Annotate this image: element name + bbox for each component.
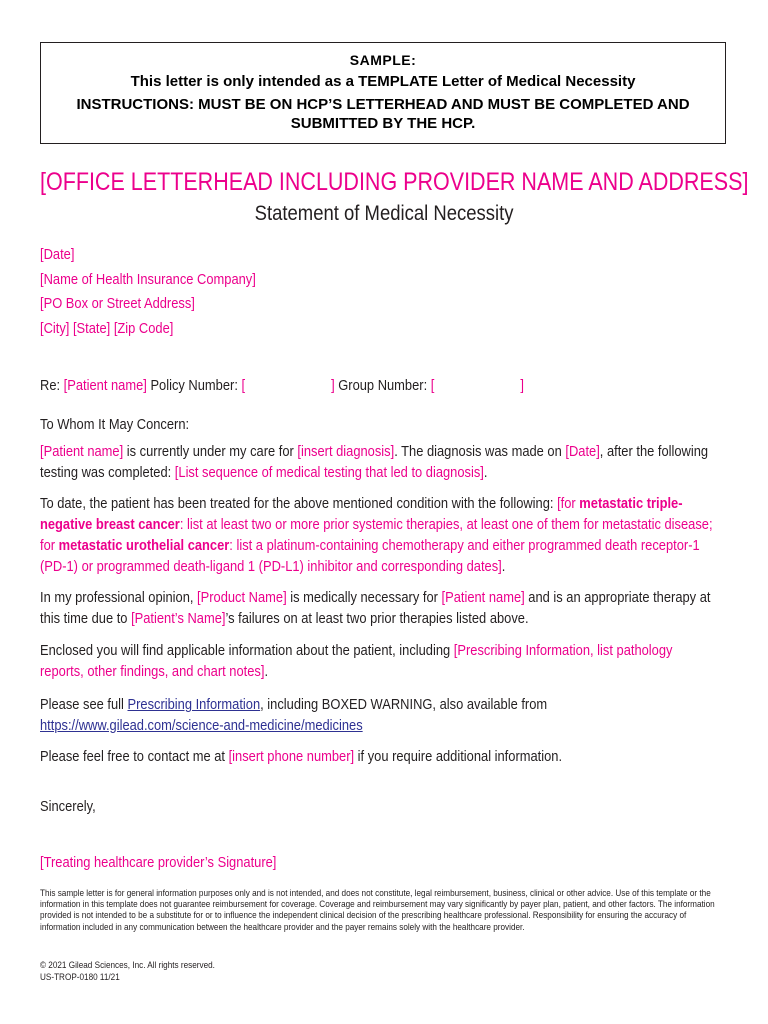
- sample-heading: SAMPLE:: [349, 52, 417, 68]
- sample-notice-box: [40, 42, 726, 144]
- legal-disclaimer: This sample letter is for general information purposes only and is not intended, and does not constitute, legal reimbursement, business, clinical or other advice. Use of this template or the information in this template does not guarantee reimbursement for coverage. Coverage and reimbursement may vary significantly by payer plan, patient, and other factors. The information provided is not intended to be a substitute for or to influence the independent clinical decision of the prescribing healthcare professional. Responsibility for ensuring the accuracy of information included in any communication between the healthcare provider and the payer remains solely with the healthcare provider.: [40, 888, 715, 933]
- template-notice: This letter is only intended as a TEMPLATE Letter of Medical Necessity: [130, 73, 636, 90]
- group-number-placeholder: [ ]: [430, 377, 524, 394]
- instructions-notice: INSTRUCTIONS: MUST BE ON HCP’S LETTERHEAD AND MUST BE COMPLETED AND SUBMITTED BY THE HCP.: [76, 96, 690, 132]
- salutation: To Whom It May Concern:: [40, 416, 190, 433]
- insurer-placeholder: [Name of Health Insurance Company]: [40, 270, 256, 288]
- paragraph-prior-treatment: To date, the patient has been treated for the above mentioned condition with the following: [for metastatic triple-negative breast cancer: list at least two or more prior systemic therapies, at least one of them for metastatic disease; for metastatic urothelial cancer: list a platinum-containing chemotherapy and either programmed death receptor-1 (PD-1) or programmed death-ligand 1 (PD-L1) inhibitor and corresponding dates].: [40, 495, 713, 575]
- street-placeholder: [PO Box or Street Address]: [40, 295, 195, 312]
- date-placeholder: [Date]: [40, 246, 75, 263]
- closing: Sincerely,: [40, 798, 96, 815]
- copyright-notice: © 2021 Gilead Sciences, Inc. All rights reserved.: [40, 960, 215, 971]
- city-state-zip-placeholder: [City] [State] [Zip Code]: [40, 319, 174, 337]
- prescribing-information-link[interactable]: Prescribing Information: [127, 696, 261, 713]
- patient-name-placeholder: [Patient name]: [63, 377, 147, 394]
- paragraph-enclosures: Enclosed you will find applicable information about the patient, including [Prescribing Information, list pathology reports, other findings, and chart notes].: [40, 642, 673, 680]
- gilead-medicines-link[interactable]: https://www.gilead.com/science-and-medicine/medicines: [40, 717, 363, 734]
- footer: [40, 960, 440, 983]
- recipient-address: [40, 243, 768, 341]
- signature-placeholder: [Treating healthcare provider’s Signature]: [40, 854, 277, 871]
- phone-placeholder: [insert phone number]: [228, 748, 355, 765]
- policy-number-placeholder: [ ]: [241, 377, 335, 394]
- statement-title: Statement of Medical Necessity: [254, 202, 514, 225]
- paragraph-prescribing-info: Please see full Prescribing Information, including BOXED WARNING, also available from https://www.gilead.com/science-and-medicine/medicines: [40, 696, 548, 734]
- paragraph-medical-opinion: In my professional opinion, [Product Name] is medically necessary for [Patient name] and is an appropriate therapy at this time due to [Patient’s Name]’s failures on at least two prior therapies listed above.: [40, 589, 711, 627]
- letterhead-placeholder: [OFFICE LETTERHEAD INCLUDING PROVIDER NAME AND ADDRESS]: [40, 168, 749, 196]
- document-code: US-TROP-0180 11/21: [40, 971, 120, 983]
- paragraph-contact: Please feel free to contact me at [insert phone number] if you require additional information.: [40, 748, 563, 765]
- paragraph-diagnosis: [Patient name] is currently under my care for [insert diagnosis]. The diagnosis was made on [Date], after the following testing was completed: [List sequence of medical testing that led to diagnosis].: [40, 443, 709, 481]
- reference-line: Re: [Patient name] Policy Number: [ ] Group Number: [ ]: [40, 377, 524, 394]
